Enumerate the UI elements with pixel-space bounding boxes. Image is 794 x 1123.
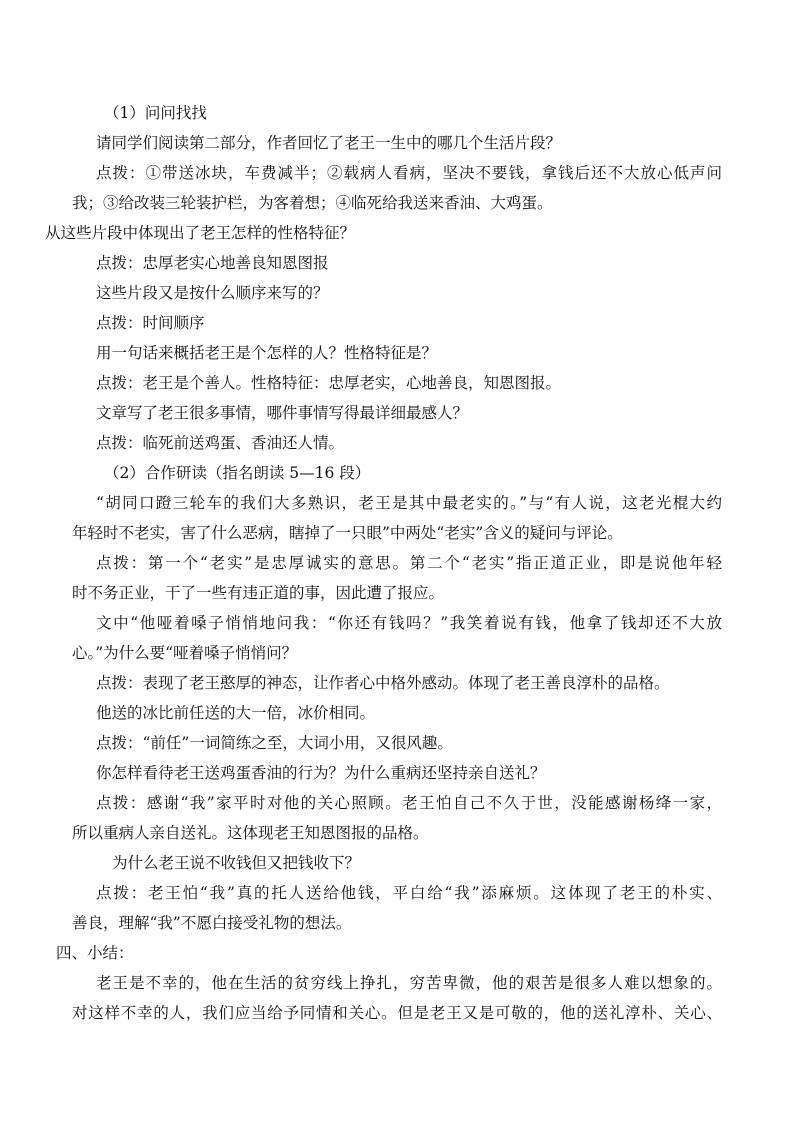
- answer-money-accepted-line2: 善良，理解“我”不愿白接受礼物的想法。: [72, 914, 352, 932]
- question-money-accepted: 为什么老王说不收钱但又把钱收下？: [112, 854, 361, 872]
- answer-ice-delivery: 点拨：“前任”一词简练之至，大词小用，又很风趣。: [96, 734, 453, 752]
- section-heading-summary: 四、小结：: [56, 944, 134, 962]
- question-summary-sentence: 用一句话来概括老王是个怎样的人？性格特征是？: [96, 344, 438, 362]
- question-order: 这些片段又是按什么顺序来写的？: [96, 284, 329, 302]
- summary-paragraph-line1: 老王是不幸的，他在生活的贫穷线上挣扎，穷苦卑微，他的艰苦是很多人难以想象的。: [96, 974, 722, 992]
- answer-order: 点拨：时间顺序: [96, 314, 205, 332]
- answer-most-touching: 点拨：临死前送鸡蛋、香油还人情。: [96, 434, 345, 452]
- question-life-episodes: 请同学们阅读第二部分，作者回忆了老王一生中的哪几个生活片段？: [96, 134, 562, 152]
- answer-character-traits: 点拨：忠厚老实心地善良知恩图报: [96, 254, 329, 272]
- question-ice-delivery: 他送的冰比前任送的大一倍，冰价相同。: [96, 704, 376, 722]
- answer-gift-behavior-line2: 所以重病人亲自送礼。这体现老王知恩图报的品格。: [72, 824, 429, 842]
- answer-gift-behavior-line1: 点拨：感谢“我”家平时对他的关心照顾。老王怕自己不久于世，没能感谢杨绛一家，: [96, 794, 722, 812]
- question-honest-meaning-line2: 年轻时不老实，害了什么恶病，瞎掉了一只眼”中两处“老实”含义的疑问与评论。: [72, 524, 623, 542]
- question-most-touching: 文章写了老王很多事情，哪件事情写得最详细最感人？: [96, 404, 469, 422]
- question-character-traits: 从这些片段中体现出了老王怎样的性格特征？: [45, 224, 356, 242]
- answer-life-episodes-line1: 点拨：①带送冰块，车费减半；②载病人看病，坚决不要钱，拿钱后还不大放心低声问: [96, 164, 722, 182]
- summary-paragraph-line2: 对这样不幸的人，我们应当给予同情和关心。但是老王又是可敬的，他的送礼淳朴、关心、: [72, 1004, 722, 1022]
- question-hoarse-voice-line2: 心。”为什么要“哑着嗓子悄悄问？: [72, 644, 298, 662]
- subheading-cooperative-reading: （2）合作研读（指名朗读 5—16 段）: [104, 464, 371, 482]
- question-hoarse-voice-line1: 文中“他哑着嗓子悄悄地问我：“你还有钱吗？”我笑着说有钱，他拿了钱却还不大放: [96, 614, 722, 632]
- answer-life-episodes-line2: 我；③给改装三轮装护栏，为客着想；④临死给我送来香油、大鸡蛋。: [72, 194, 553, 212]
- question-honest-meaning-line1: “胡同口蹬三轮车的我们大多熟识，老王是其中最老实的。”与“有人说，这老光棍大约: [96, 494, 722, 512]
- subheading-ask-and-find: （1）问问找找: [104, 104, 207, 122]
- answer-hoarse-voice: 点拨：表现了老王憨厚的神态，让作者心中格外感动。体现了老王善良淳朴的品格。: [96, 674, 670, 692]
- answer-honest-meaning-line2: 时不务正业，干了一些有违正道的事，因此遭了报应。: [72, 584, 445, 602]
- answer-summary-sentence: 点拨：老王是个善人。性格特征：忠厚老实，心地善良，知恩图报。: [96, 374, 562, 392]
- question-gift-behavior: 你怎样看待老王送鸡蛋香油的行为？为什么重病还坚持亲自送礼？: [96, 764, 546, 782]
- answer-honest-meaning-line1: 点拨：第一个“老实”是忠厚诚实的意思。第二个“老实”指正道正业，即是说他年轻: [96, 554, 722, 572]
- answer-money-accepted-line1: 点拨：老王怕“我”真的托人送给他钱，平白给“我”添麻烦。这体现了老王的朴实、: [96, 884, 722, 902]
